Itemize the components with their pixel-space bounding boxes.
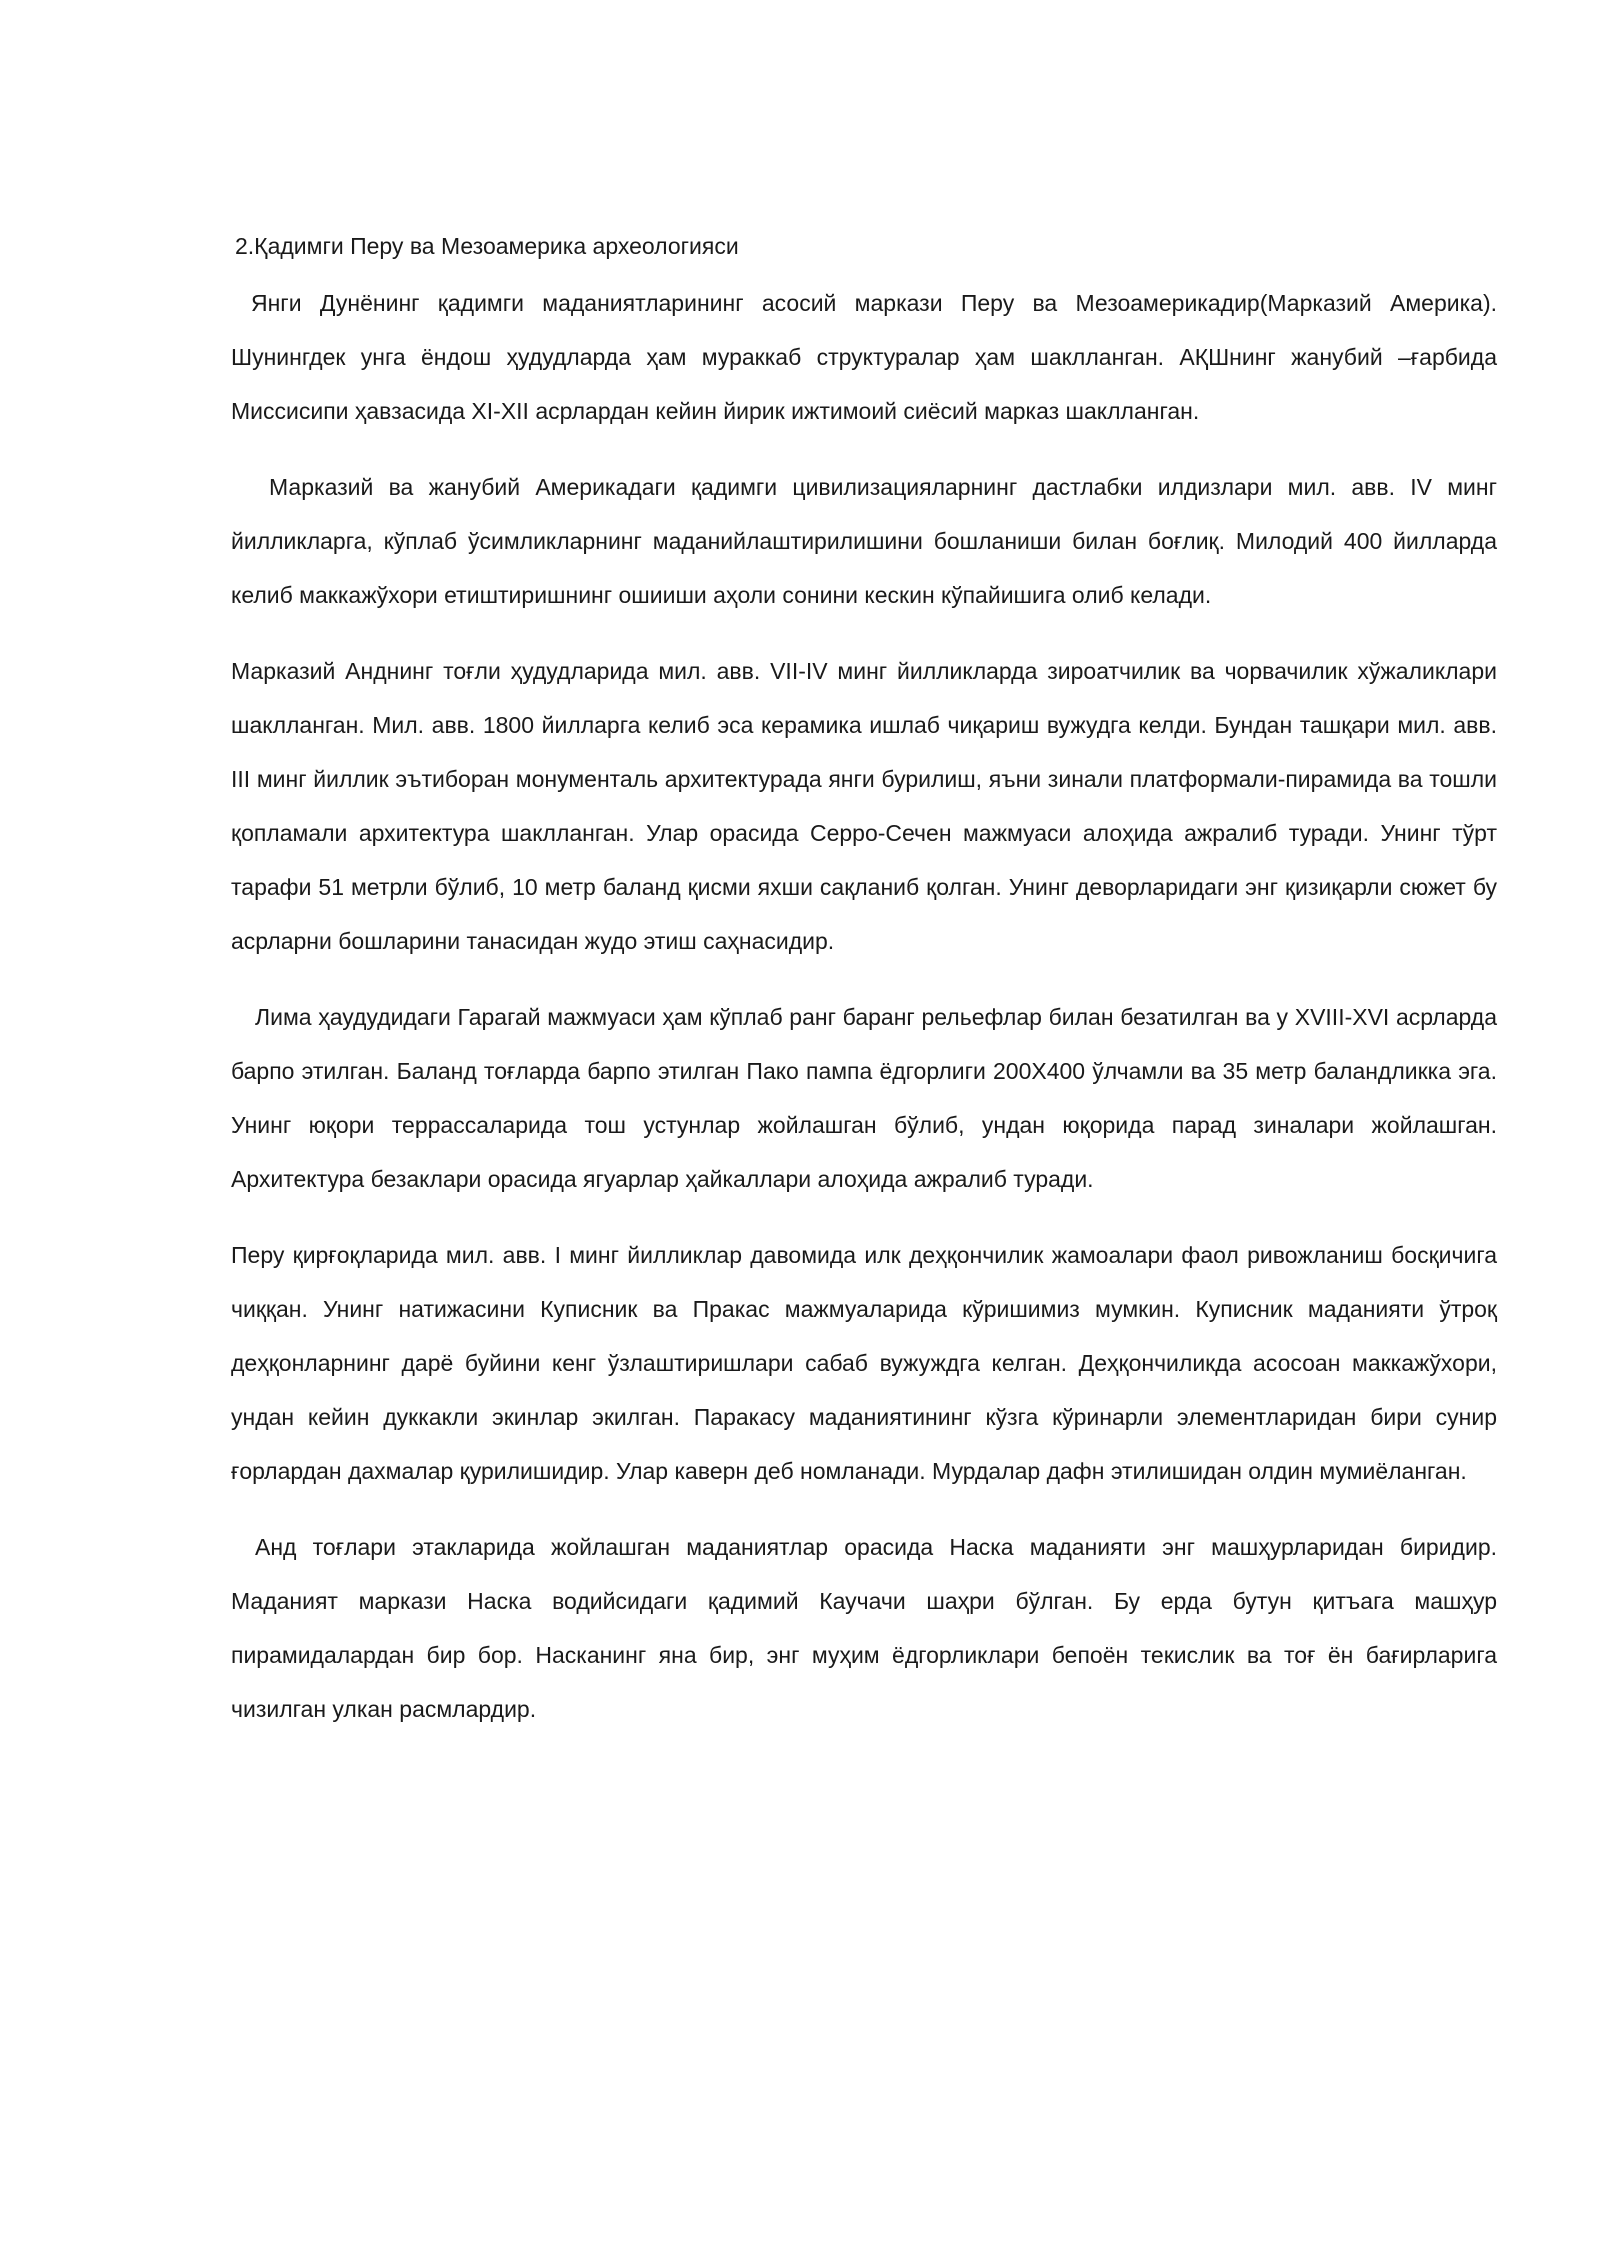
paragraph-3: Марказий Анднинг тоғли ҳудудларида мил. авв. VII-IV минг йилликларда зироатчилик ва чорвачилик хўжаликлари шаклланган. Мил. авв. 1800 йилларга келиб эса керамика ишлаб чиқариш вужудга келди. Бундан ташқари мил. авв. III минг йиллик эътиборан монументаль архитектурада янги бурилиш, яъни зинали платформали-пирамида ва тошли қопламали архитектура шаклланган. Улар орасида Серро-Сечен мажмуаси алоҳида ажралиб туради. Унинг тўрт тарафи 51 метрли бўлиб, 10 метр баланд қисми яхши сақланиб қолган. Унинг деворларидаги энг қизиқарли сюжет бу асрларни бошларини танасидан жудо этиш саҳнасидир.	[231, 658, 1497, 954]
section-heading: 2.Қадимги Перу ва Мезоамерика археологияси	[235, 233, 739, 259]
paragraph-5: Перу қирғоқларида мил. авв. I минг йилликлар давомида илк деҳқончилик жамоалари фаол ривожланиш босқичига чиққан. Унинг натижасини Куписник ва Пракас мажмуаларида кўришимиз мумкин. Куписник маданияти ўтроқ деҳқонларнинг дарё буйини кенг ўзлаштиришлари сабаб вужуждга келган. Деҳқончиликда асосоан маккажўхори, ундан кейин дуккакли экинлар экилган. Паракасу маданиятининг кўзга кўринарли элементларидан бири сунир ғорлардан дахмалар қурилишидир. Улар каверн деб номланади. Мурдалар дафн этилишидан олдин мумиёланган.	[231, 1242, 1497, 1484]
paragraph-4: Лима ҳаудудидаги Гарагай мажмуаси ҳам кўплаб ранг баранг рельефлар билан безатилган ва у XVIII-XVI асрларда барпо этилган. Баланд тоғларда барпо этилган Пако пампа ёдгорлиги 200X400 ўлчамли ва 35 метр баландликка эга. Унинг юқори террассаларида тош устунлар жойлашган бўлиб, ундан юқорида парад зиналари жойлашган. Архитектура безаклари орасида ягуарлар ҳайкаллари алоҳида ажралиб туради.	[231, 1004, 1497, 1192]
paragraph-1: Янги Дунёнинг қадимги маданиятларининг асосий маркази Перу ва Мезоамерикадир(Марказий Америка). Шунингдек унга ёндош ҳудудларда ҳам мураккаб структуралар ҳам шаклланган. АҚШнинг жанубий –ғарбида Миссисипи ҳавзасида XI-XII асрлардан кейин йирик ижтимоий сиёсий марказ шаклланган.	[231, 290, 1497, 424]
paragraph-2: Марказий ва жанубий Америкадаги қадимги цивилизацияларнинг дастлабки илдизлари мил. авв. IV минг йилликларга, кўплаб ўсимликларнинг маданийлаштирилишини бошланиши билан боғлиқ. Милодий 400 йилларда келиб маккажўхори етиштиришнинг ошииши аҳоли сонини кескин кўпайишига олиб келади.	[231, 474, 1497, 608]
document-body	[231, 228, 1497, 1758]
paragraph-6: Анд тоғлари этакларида жойлашган маданиятлар орасида Наска маданияти энг машҳурларидан биридир. Маданият маркази Наска водийсидаги қадимий Каучачи шаҳри бўлган. Бу ерда бутун қитъага машҳур пирамидалардан бир бор. Насканинг яна бир, энг муҳим ёдгорликлари бепоён текислик ва тоғ ён бағирларига чизилган улкан расмлардир.	[231, 1534, 1497, 1722]
